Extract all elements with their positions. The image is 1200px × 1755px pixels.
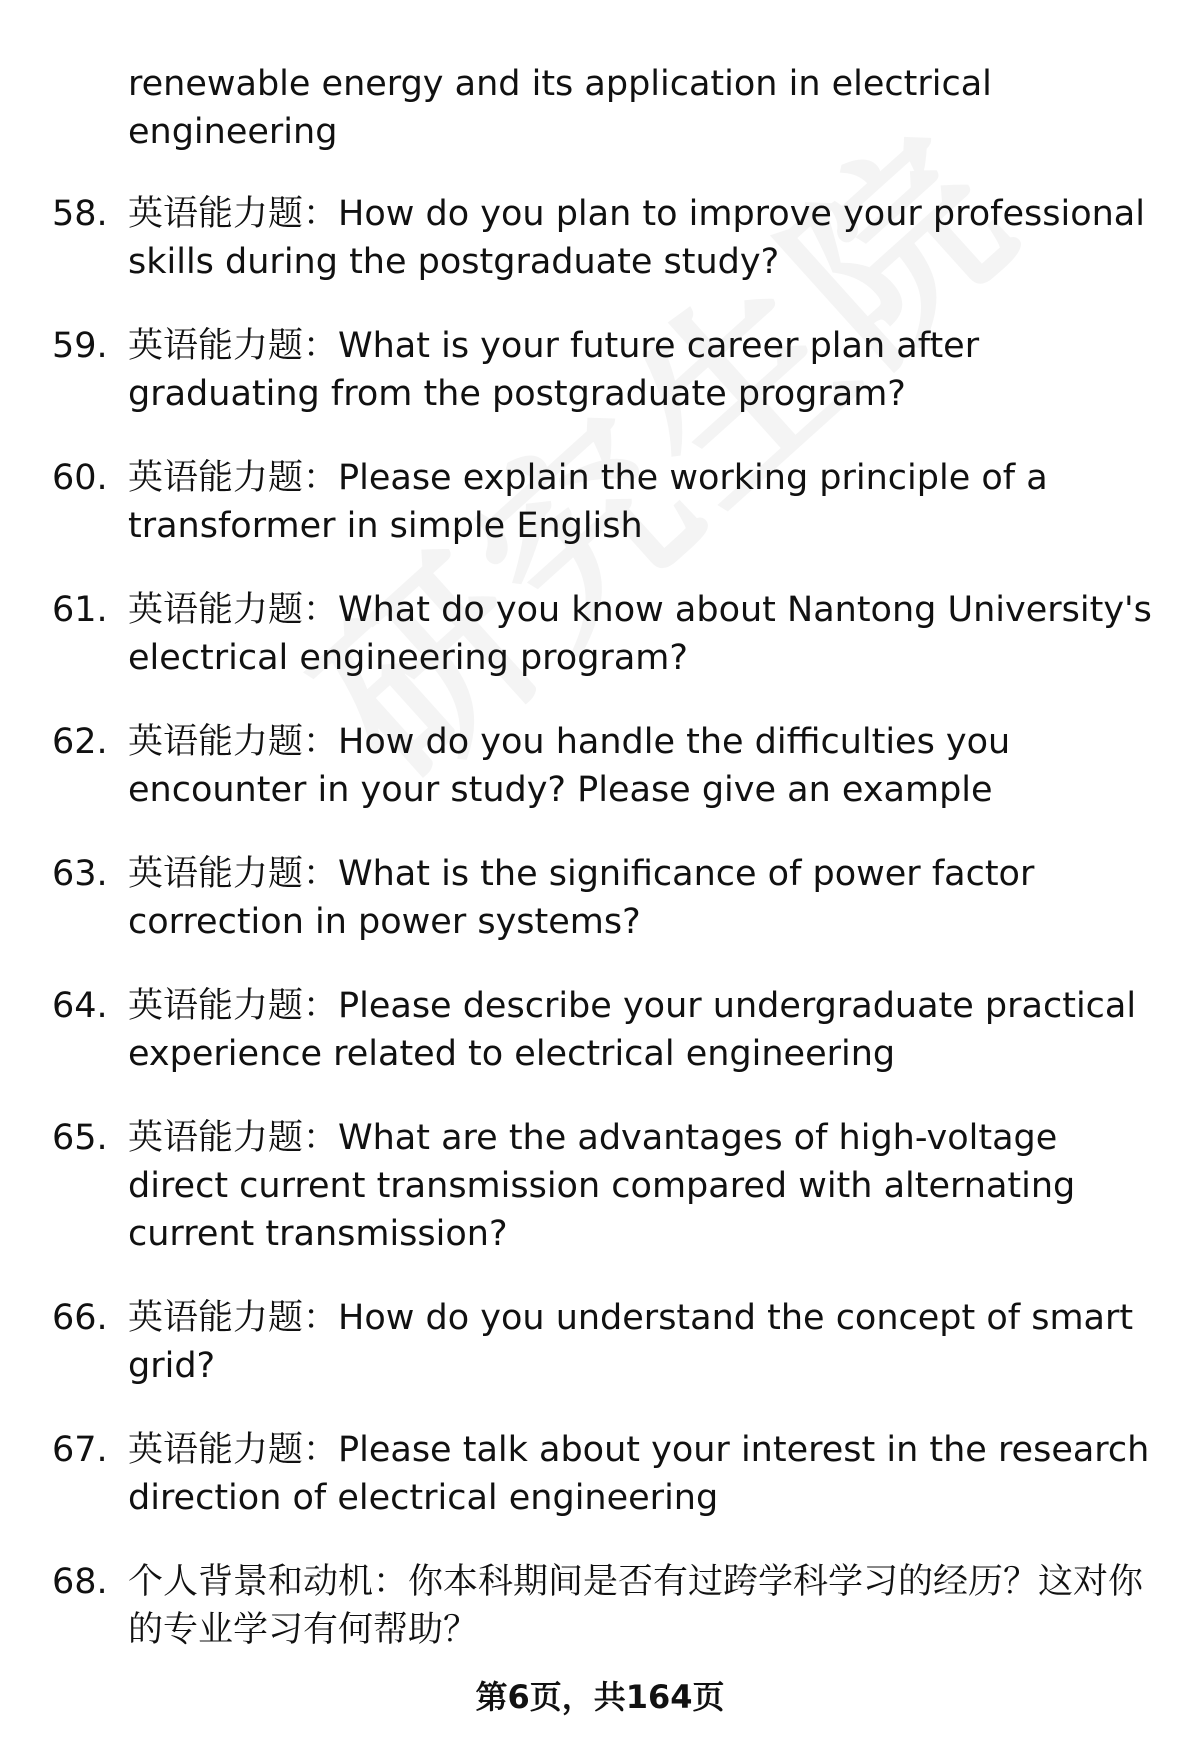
question-body: Please talk about your interest in the research direction of electrical engineering xyxy=(128,1430,1150,1518)
question-category: 英语能力题： xyxy=(128,1298,339,1338)
question-text xyxy=(128,1558,1162,1654)
question-item xyxy=(52,1294,1162,1390)
question-category: 英语能力题： xyxy=(128,194,339,234)
question-number: 66. xyxy=(52,1298,108,1338)
question-category: 英语能力题： xyxy=(128,854,339,894)
question-number: 68. xyxy=(52,1562,108,1602)
question-number: 67. xyxy=(52,1430,108,1470)
question-body: What are the advantages of high-voltage direct current transmission compared with alternating current transmission? xyxy=(128,1118,1076,1254)
question-text xyxy=(128,850,1162,946)
question-number: 64. xyxy=(52,986,108,1026)
question-category: 英语能力题： xyxy=(128,326,339,366)
question-body: 你本科期间是否有过跨学科学习的经历？这对你的专业学习有何帮助？ xyxy=(128,1562,1144,1650)
question-text xyxy=(128,586,1162,682)
question-item xyxy=(52,190,1162,286)
question-item xyxy=(52,586,1162,682)
question-category: 英语能力题： xyxy=(128,986,339,1026)
page-number-footer: 第6页，共164页 xyxy=(475,1678,725,1716)
continuation-text: renewable energy and its application in electrical engineering xyxy=(128,64,992,152)
question-item xyxy=(52,454,1162,550)
question-category: 英语能力题： xyxy=(128,1118,339,1158)
question-text xyxy=(128,718,1162,814)
question-body: How do you plan to improve your professional skills during the postgraduate study? xyxy=(128,194,1145,282)
question-number: 58. xyxy=(52,194,108,234)
question-item xyxy=(52,1558,1162,1654)
question-number: 59. xyxy=(52,326,108,366)
question-text xyxy=(128,454,1162,550)
question-body: What is your future career plan after graduating from the postgraduate program? xyxy=(128,326,980,414)
question-text xyxy=(128,1426,1162,1522)
question-number: 61. xyxy=(52,590,108,630)
question-text xyxy=(128,982,1162,1078)
question-number: 62. xyxy=(52,722,108,762)
question-item xyxy=(52,1114,1162,1258)
question-list xyxy=(52,190,1162,1690)
question-item xyxy=(52,850,1162,946)
question-text xyxy=(128,1114,1162,1258)
question-category: 英语能力题： xyxy=(128,1430,339,1470)
question-item xyxy=(52,322,1162,418)
question-body: How do you handle the difficulties you encounter in your study? Please give an example xyxy=(128,722,1011,810)
question-body: How do you understand the concept of smart grid? xyxy=(128,1298,1134,1386)
question-text xyxy=(128,322,1162,418)
question-number: 63. xyxy=(52,854,108,894)
question-category: 英语能力题： xyxy=(128,722,339,762)
question-body: Please explain the working principle of a transformer in simple English xyxy=(128,458,1048,546)
question-number: 60. xyxy=(52,458,108,498)
question-category: 英语能力题： xyxy=(128,458,339,498)
question-body: What is the significance of power factor correction in power systems? xyxy=(128,854,1035,942)
question-text xyxy=(128,190,1162,286)
question-item xyxy=(52,982,1162,1078)
question-item xyxy=(52,1426,1162,1522)
question-body: What do you know about Nantong University's electrical engineering program? xyxy=(128,590,1152,678)
question-item xyxy=(52,718,1162,814)
question-body: Please describe your undergraduate practical experience related to electrical engineering xyxy=(128,986,1137,1074)
question-text xyxy=(128,1294,1162,1390)
question-category: 英语能力题： xyxy=(128,590,339,630)
question-number: 65. xyxy=(52,1118,108,1158)
question-category: 个人背景和动机： xyxy=(128,1562,409,1602)
